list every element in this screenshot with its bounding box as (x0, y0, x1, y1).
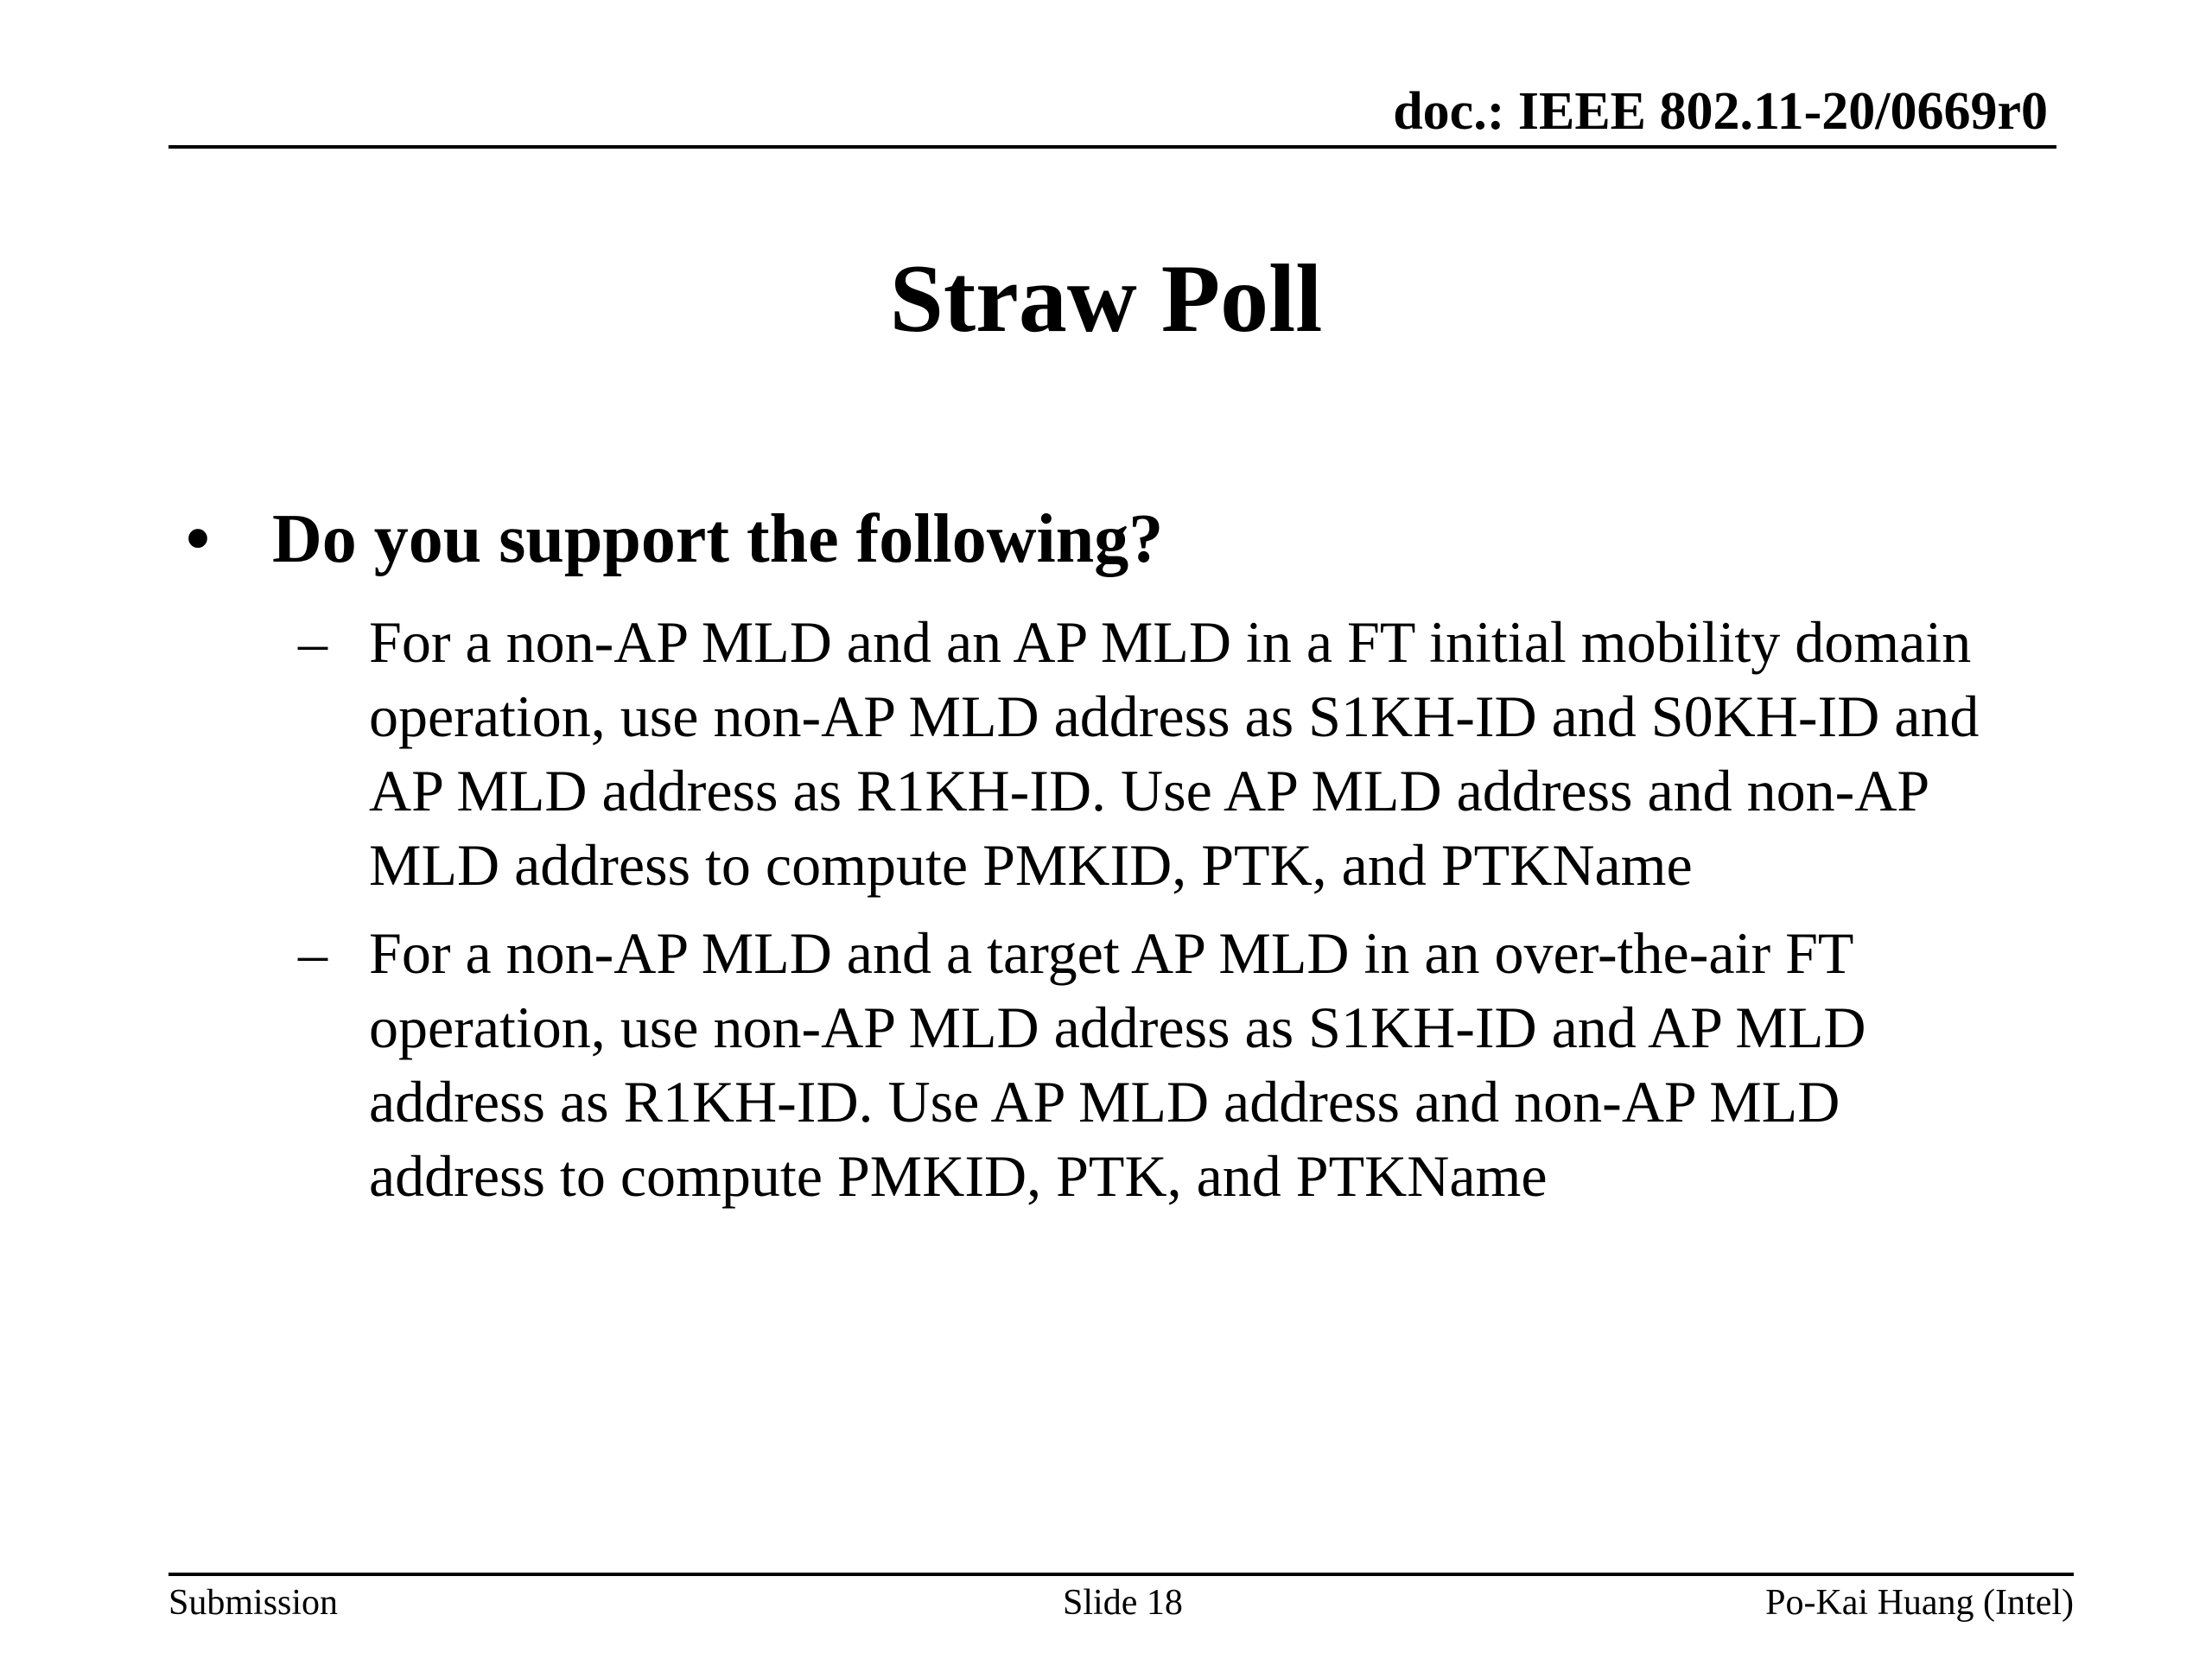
footer-slide-number: Slide 18 (1063, 1583, 1183, 1623)
bullet-marker: • (186, 501, 211, 577)
footer-submission: Submission (168, 1583, 339, 1623)
main-bullet (186, 501, 1163, 577)
document-id: doc.: IEEE 802.11-20/0669r0 (1393, 82, 2048, 141)
sub-bullet-item (298, 916, 2026, 1213)
slide-title: Straw Poll (889, 245, 1323, 353)
sub-bullet-list (298, 605, 2026, 1227)
dash-marker: – (298, 609, 327, 675)
bullet-question: Do you support the following? (272, 501, 1164, 577)
footer-author: Po-Kai Huang (Intel) (1765, 1583, 2074, 1623)
sub-bullet-text: For a non-AP MLD and a target AP MLD in an over-the-air FT operation, use non-AP MLD address as S1KH-ID and AP MLD address as R1KH-ID. Use AP MLD address and non-AP MLD address to compute PMKID, PTK, and PTKName (369, 920, 1866, 1209)
sub-bullet-item (298, 605, 2026, 902)
dash-marker: – (298, 920, 327, 986)
footer-divider (168, 1573, 2074, 1576)
sub-bullet-text: For a non-AP MLD and an AP MLD in a FT initial mobility domain operation, use non-AP MLD address as S1KH-ID and S0KH-ID and AP MLD address as R1KH-ID. Use AP MLD address and non-AP MLD address to compute PMKID, PTK, and PTKName (369, 609, 1980, 898)
header-divider (168, 145, 2056, 149)
